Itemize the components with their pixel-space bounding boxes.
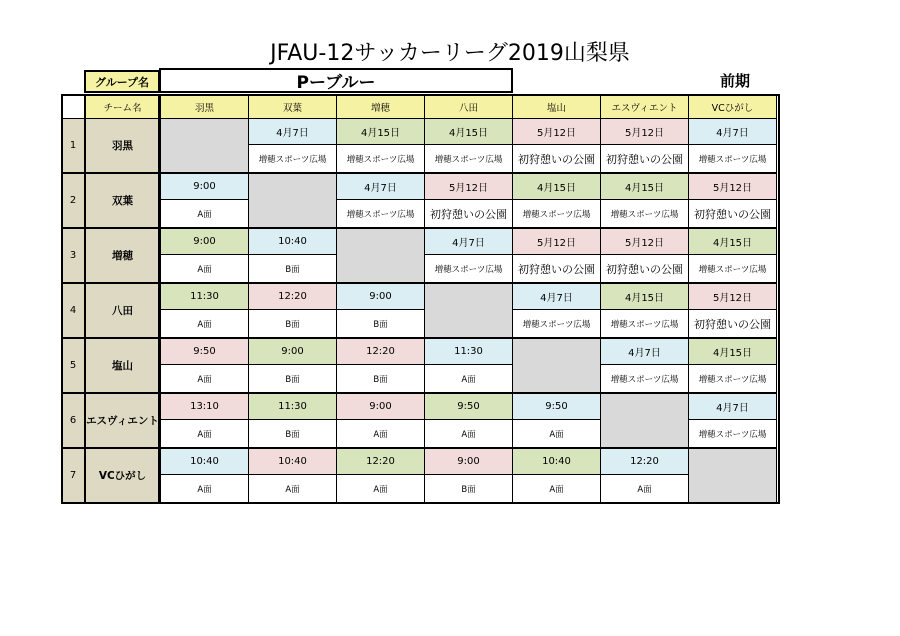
match-venue: 増穂スポーツ広場 [601,365,689,394]
column-header: 増穂 [337,95,425,119]
match-venue: 増穂スポーツ広場 [689,365,777,394]
match-venue: 増穂スポーツ広場 [689,420,777,449]
match-venue: 増穂スポーツ広場 [513,200,601,229]
team-row [62,448,777,475]
match-time: 12:20 [601,448,689,475]
column-header: 羽黒 [161,95,249,119]
match-time: 12:20 [337,338,425,365]
match-time: 9:00 [337,393,425,420]
match-venue: 増穂スポーツ広場 [337,145,425,174]
group-name: Pーブルー [159,68,513,93]
match-time: 4月15日 [689,338,777,365]
match-time: 4月7日 [513,283,601,310]
match-venue: 増穂スポーツ広場 [689,145,777,174]
match-time: 4月15日 [689,228,777,255]
match-venue: 増穂スポーツ広場 [249,145,337,174]
match-time: 4月7日 [689,119,777,145]
self-match-cell [601,393,689,448]
match-venue: 初狩憩いの公園 [513,255,601,284]
row-number: 3 [62,228,85,283]
self-match-cell [513,338,601,393]
header-row [62,95,777,119]
match-venue: A面 [337,475,425,504]
column-header: 塩山 [513,95,601,119]
team-name: エスヴィエント [85,393,161,448]
row-number: 2 [62,173,85,228]
match-time: 12:20 [337,448,425,475]
match-time: 13:10 [161,393,249,420]
match-time: 4月7日 [689,393,777,420]
team-row [62,283,777,310]
match-time: 10:40 [249,228,337,255]
match-venue: 初狩憩いの公園 [601,255,689,284]
column-header: 双葉 [249,95,337,119]
match-venue: A面 [425,420,513,449]
match-venue: B面 [425,475,513,504]
match-venue: A面 [249,475,337,504]
team-name: 羽黒 [85,119,161,174]
self-match-cell [425,283,513,338]
group-label: グループ名 [84,70,160,93]
period-label: 前期 [719,72,750,90]
match-time: 10:40 [249,448,337,475]
team-row [62,228,777,255]
team-name: 増穂 [85,228,161,283]
row-number: 4 [62,283,85,338]
team-row-venue [62,310,777,339]
row-number: 1 [62,119,85,174]
match-time: 4月15日 [425,119,513,145]
team-header: チーム名 [85,95,161,119]
match-time: 9:50 [513,393,601,420]
team-row [62,119,777,145]
match-time: 9:00 [161,173,249,200]
match-time: 11:30 [161,283,249,310]
team-name: VCひがし [85,448,161,503]
team-row-venue [62,200,777,229]
row-number: 5 [62,338,85,393]
match-venue: 増穂スポーツ広場 [601,310,689,339]
self-match-cell [689,448,777,503]
match-venue: A面 [161,475,249,504]
match-time: 10:40 [513,448,601,475]
match-venue: 初狩憩いの公園 [689,200,777,229]
match-time: 5月12日 [425,173,513,200]
column-header: 八田 [425,95,513,119]
team-row [62,173,777,200]
match-time: 9:00 [161,228,249,255]
match-venue: 初狩憩いの公園 [425,200,513,229]
match-venue: 初狩憩いの公園 [513,145,601,174]
match-venue: 増穂スポーツ広場 [689,255,777,284]
self-match-cell [249,173,337,228]
match-time: 12:20 [249,283,337,310]
match-time: 11:30 [249,393,337,420]
match-time: 9:50 [425,393,513,420]
corner-cell [62,95,85,119]
match-time: 5月12日 [601,228,689,255]
team-name: 双葉 [85,173,161,228]
team-name: 塩山 [85,338,161,393]
match-venue: B面 [249,420,337,449]
column-header: VCひがし [689,95,777,119]
match-time: 9:00 [249,338,337,365]
match-venue: 増穂スポーツ広場 [425,145,513,174]
match-time: 5月12日 [513,228,601,255]
row-number: 6 [62,393,85,448]
match-time: 4月15日 [513,173,601,200]
team-name: 八田 [85,283,161,338]
match-venue: A面 [513,420,601,449]
match-venue: B面 [249,365,337,394]
match-time: 9:50 [161,338,249,365]
match-venue: A面 [513,475,601,504]
match-time: 5月12日 [513,119,601,145]
match-time: 4月15日 [601,173,689,200]
match-venue: 初狩憩いの公園 [689,310,777,339]
match-time: 5月12日 [601,119,689,145]
row-number: 7 [62,448,85,503]
match-venue: A面 [161,200,249,229]
team-row-venue [62,365,777,394]
team-row-venue [62,475,777,504]
match-time: 4月7日 [337,173,425,200]
schedule-table [61,94,777,504]
match-time: 4月15日 [601,283,689,310]
match-venue: A面 [161,420,249,449]
match-venue: B面 [249,255,337,284]
column-header: エスヴィエント [601,95,689,119]
match-time: 4月7日 [425,228,513,255]
match-time: 5月12日 [689,283,777,310]
page-title: JFAU-12サッカーリーグ2019山梨県 [270,41,630,66]
match-time: 4月7日 [601,338,689,365]
team-row [62,338,777,365]
match-time: 9:00 [425,448,513,475]
match-time: 5月12日 [689,173,777,200]
self-match-cell [161,119,249,174]
match-time: 10:40 [161,448,249,475]
match-venue: A面 [337,420,425,449]
self-match-cell [337,228,425,283]
match-venue: 増穂スポーツ広場 [601,200,689,229]
match-venue: 初狩憩いの公園 [601,145,689,174]
match-venue: B面 [337,310,425,339]
team-row [62,393,777,420]
match-venue: 増穂スポーツ広場 [425,255,513,284]
match-venue: 増穂スポーツ広場 [337,200,425,229]
match-venue: A面 [161,310,249,339]
match-venue: A面 [601,475,689,504]
match-time: 4月7日 [249,119,337,145]
match-venue: B面 [337,365,425,394]
match-venue: A面 [425,365,513,394]
match-venue: A面 [161,255,249,284]
match-venue: 増穂スポーツ広場 [513,310,601,339]
match-venue: B面 [249,310,337,339]
match-venue: A面 [161,365,249,394]
match-time: 11:30 [425,338,513,365]
match-time: 9:00 [337,283,425,310]
match-time: 4月15日 [337,119,425,145]
